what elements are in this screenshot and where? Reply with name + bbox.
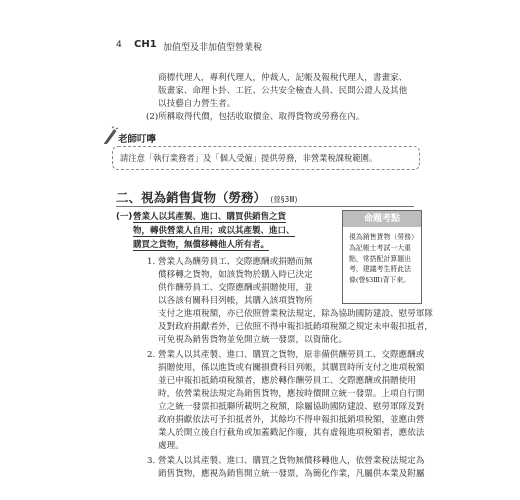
- section-title: [116, 188, 297, 206]
- item-line: 及對政府捐獻者外，已依照不得申報扣抵銷項稅額之規定未申報扣抵者，: [158, 322, 434, 332]
- item-line: 銷售貨物，應視為銷售開立統一發票，為簡化作業，凡屬供本業及附屬: [158, 469, 425, 479]
- subsection-line: 購買之貨物，無償移轉他人所有者。: [133, 240, 270, 250]
- intro-line: (2)所稱取得代價，包括收取價金、取得貨物或勞務在內。: [146, 112, 365, 122]
- intro-line: 版畫家、命理卜卦、工匠、公共安全檢查人員、民間公證人及其他: [158, 86, 408, 96]
- item-line: 時，依營業稅法規定為銷售貨物，應按時價開立統一發票。上項自行開: [158, 389, 425, 399]
- section-title-text: 二、視為銷售貨物（勞務）: [116, 190, 267, 205]
- pencil-icon: [102, 126, 118, 144]
- exam-note-heading: 命題考點: [343, 211, 421, 227]
- intro-line: 商標代理人，專利代理人，仲裁人，記帳及報稅代理人，書畫家、: [158, 73, 408, 83]
- page-number: 4: [116, 40, 122, 50]
- item-line: 捐贈使用，係以進貨或有關損費科目列帳，其購買時所支付之進項稅額: [158, 363, 425, 373]
- section-reference: (營§3Ⅲ): [270, 195, 298, 204]
- item-line: 立之統一發票扣抵聯所載明之稅額，除屬協助國防建設、慰勞軍隊及對: [158, 402, 425, 412]
- tip-heading: 老師叮嚀: [118, 131, 160, 145]
- exam-note-box: [342, 210, 422, 304]
- item-line: 以各該有關科目列帳，其購入該項貨物所: [158, 296, 313, 306]
- item-line: 支付之進項稅額，亦已依照營業稅法規定，除為協助國防建設、慰勞軍隊: [158, 309, 434, 319]
- item-line: 並已申報扣抵銷項稅額者，應於轉作酬勞員工、交際應酬或捐贈使用: [158, 376, 416, 386]
- subsection-line: 營業人以其產製、進口、購買供銷售之貨: [133, 212, 287, 222]
- subsection-marker: (一): [116, 212, 133, 222]
- intro-line: 以技藝自力營生者。: [158, 99, 236, 109]
- item-line: 1. 營業人為酬勞員工、交際應酬或捐贈而無: [147, 257, 313, 267]
- item-line: 處理。: [158, 441, 184, 451]
- item-line: 可免視為銷售貨物並免開立統一發票，以資簡化。: [158, 335, 348, 345]
- subsection-line-wrap: [133, 225, 295, 239]
- item-line: 政府捐獻依法可予扣抵者外，其餘均不得申報扣抵銷項稅額，並應由營: [158, 415, 425, 425]
- item-line: 業人於開立後自行截角或加蓋戳記作廢，其有虛報進項稅額者，應依法: [158, 428, 425, 438]
- item-line: 2. 營業人以其產製、進口、購買之貨物，原非備供酬勞員工、交際應酬或: [147, 350, 425, 360]
- item-line: 供作酬勞員工、交際應酬或捐贈使用，並: [158, 283, 313, 293]
- exam-note-text: 視為銷售貨物（勞務）為記帳士考試一大重點，常搭配計算題出考，建議考生將此法條(營§3Ⅲ)背下來。: [349, 233, 415, 285]
- section-divider: [116, 206, 414, 207]
- item-line: 償移轉之貨物，如該貨物於購入時已決定: [158, 270, 313, 280]
- tip-text: 請注意「執行業務者」及「個人受僱」提供勞務，非營業稅課稅範圍。: [120, 153, 378, 163]
- subsection-line-wrap: [133, 211, 286, 225]
- subsection-line: 物，轉供營業人自用；或以其產製、進口、: [133, 226, 295, 236]
- chapter-title: 加值型及非加值型營業稅: [163, 43, 263, 53]
- item-line: 3. 營業人以其產製、進口、購買之貨物無償移轉他人，依營業稅法規定為: [147, 456, 425, 466]
- chapter-label: CH1: [134, 39, 157, 50]
- subsection-line-wrap: [133, 239, 269, 253]
